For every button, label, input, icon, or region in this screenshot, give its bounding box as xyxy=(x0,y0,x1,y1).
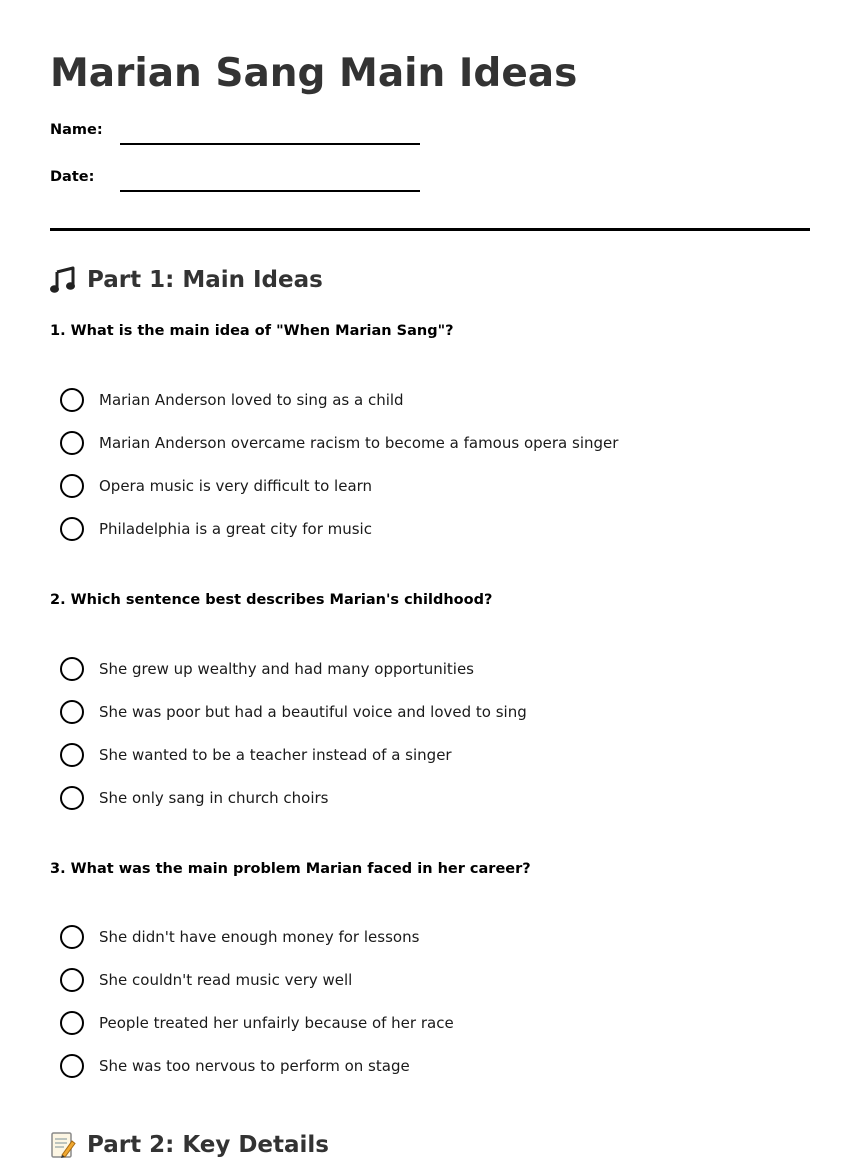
radio-button[interactable] xyxy=(60,431,84,455)
date-label: Date: xyxy=(50,169,95,185)
date-input-line[interactable] xyxy=(120,190,420,192)
option-label: She was too nervous to perform on stage xyxy=(99,1057,410,1075)
option-label: Marian Anderson loved to sing as a child xyxy=(99,391,404,409)
q1-option-a[interactable] xyxy=(60,387,404,413)
option-label: Opera music is very difficult to learn xyxy=(99,477,373,495)
q1-option-c[interactable] xyxy=(60,473,372,499)
question-1: 1. What is the main idea of "When Marian Sang"? xyxy=(50,323,454,339)
q2-option-c[interactable] xyxy=(60,742,452,768)
radio-button[interactable] xyxy=(60,388,84,412)
option-label: She only sang in church choirs xyxy=(99,789,329,807)
option-label: She grew up wealthy and had many opportunities xyxy=(99,660,474,678)
q1-option-d[interactable] xyxy=(60,516,372,542)
memo-icon xyxy=(50,1131,76,1159)
question-2: 2. Which sentence best describes Marian's childhood? xyxy=(50,592,493,608)
section-title-part-1 xyxy=(50,266,323,294)
music-note-icon xyxy=(50,266,76,294)
option-label: She couldn't read music very well xyxy=(99,971,353,989)
option-label: People treated her unfairly because of her race xyxy=(99,1014,454,1032)
worksheet-title: Marian Sang Main Ideas xyxy=(50,51,578,96)
question-3: 3. What was the main problem Marian faced in her career? xyxy=(50,861,531,877)
section-title-text: Part 1: Main Ideas xyxy=(87,267,323,293)
q2-option-d[interactable] xyxy=(60,785,328,811)
radio-button[interactable] xyxy=(60,1054,84,1078)
radio-button[interactable] xyxy=(60,743,84,767)
option-label: Philadelphia is a great city for music xyxy=(99,520,372,538)
radio-button[interactable] xyxy=(60,1011,84,1035)
radio-button[interactable] xyxy=(60,786,84,810)
header-divider xyxy=(50,228,810,231)
radio-button[interactable] xyxy=(60,517,84,541)
radio-button[interactable] xyxy=(60,474,84,498)
radio-button[interactable] xyxy=(60,968,84,992)
radio-button[interactable] xyxy=(60,700,84,724)
radio-button[interactable] xyxy=(60,657,84,681)
q3-option-b[interactable] xyxy=(60,967,352,993)
option-label: She didn't have enough money for lessons xyxy=(99,928,420,946)
q3-option-a[interactable] xyxy=(60,924,419,950)
q2-option-a[interactable] xyxy=(60,656,474,682)
section-title-text: Part 2: Key Details xyxy=(87,1132,329,1158)
radio-button[interactable] xyxy=(60,925,84,949)
option-label: Marian Anderson overcame racism to become a famous opera singer xyxy=(99,434,619,452)
name-field[interactable] xyxy=(50,120,450,150)
q2-option-b[interactable] xyxy=(60,699,527,725)
q3-option-c[interactable] xyxy=(60,1010,454,1036)
name-label: Name: xyxy=(50,122,103,138)
option-label: She wanted to be a teacher instead of a singer xyxy=(99,746,452,764)
q1-option-b[interactable] xyxy=(60,430,618,456)
option-label: She was poor but had a beautiful voice and loved to sing xyxy=(99,703,527,721)
section-title-part-2 xyxy=(50,1131,329,1159)
date-field[interactable] xyxy=(50,167,450,197)
name-input-line[interactable] xyxy=(120,143,420,145)
q3-option-d[interactable] xyxy=(60,1053,410,1079)
